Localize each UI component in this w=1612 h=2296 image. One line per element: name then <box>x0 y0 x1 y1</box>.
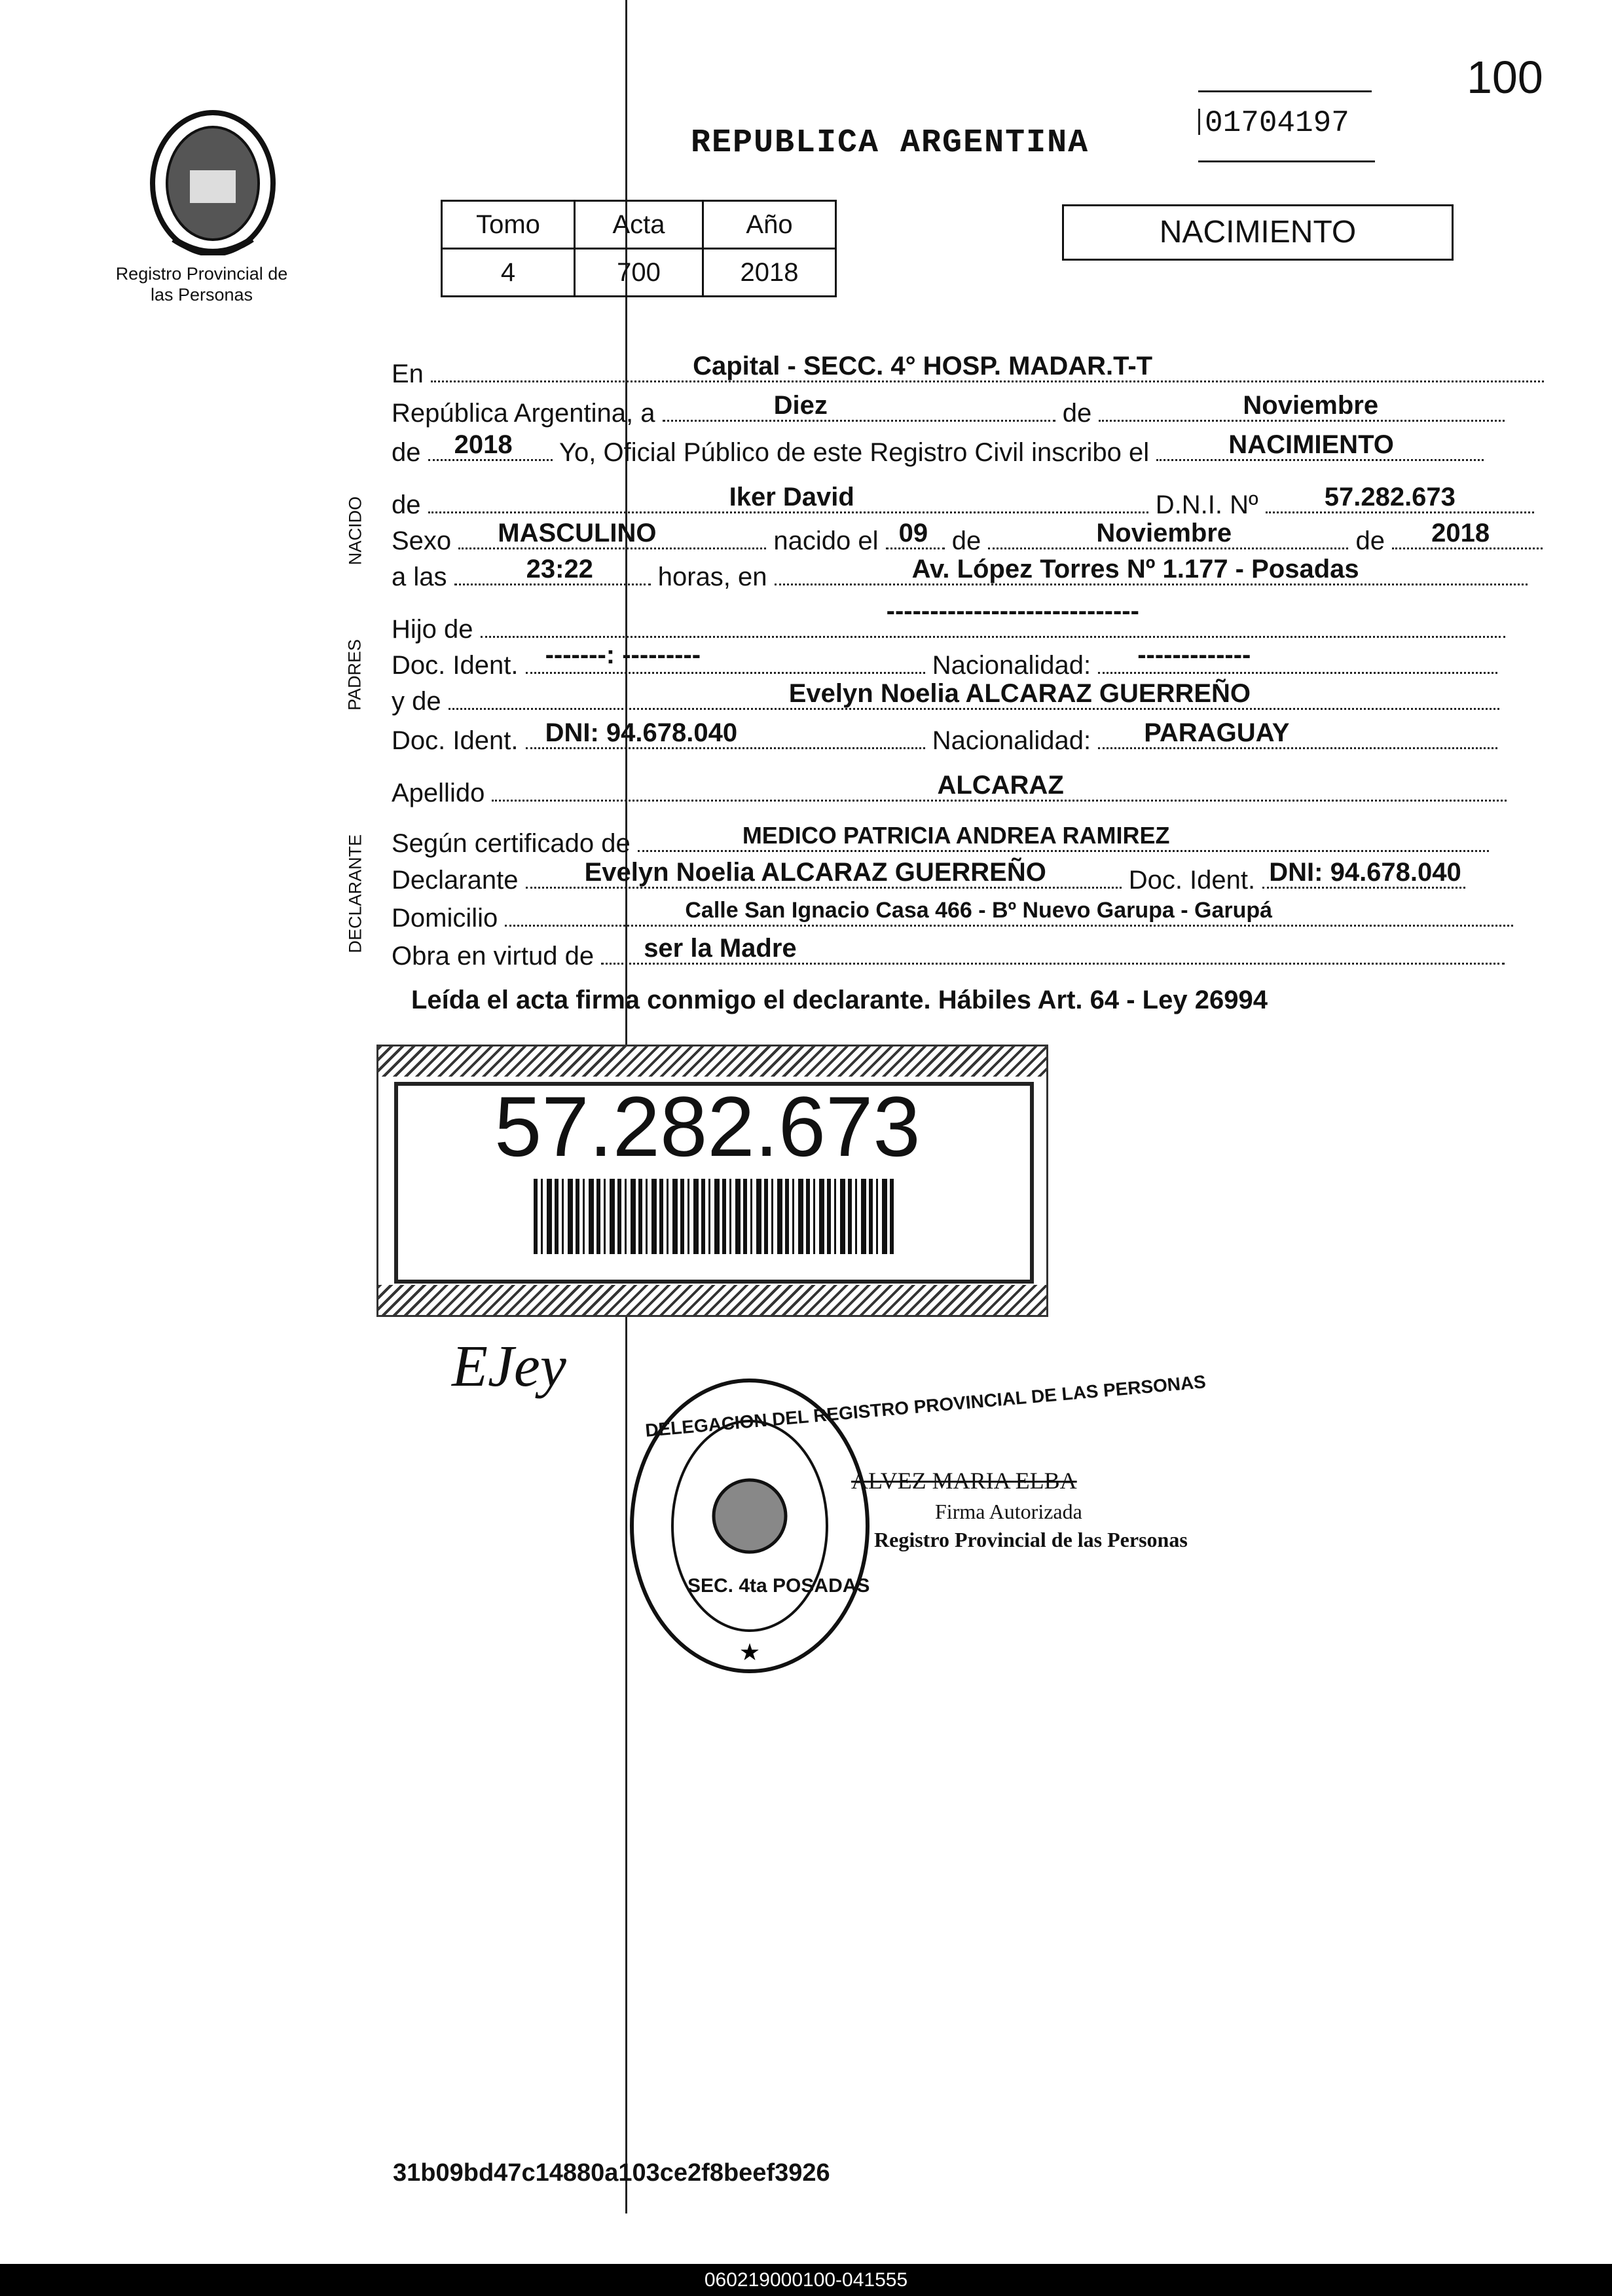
record-header-anio: Año <box>703 201 836 249</box>
label-horas: horas, en <box>657 563 767 591</box>
svg-text:★: ★ <box>739 1639 761 1666</box>
value-dni: 57.282.673 <box>1324 483 1456 511</box>
dots <box>458 519 766 549</box>
dots <box>505 898 1513 927</box>
form-line-obra <box>392 934 1505 973</box>
record-value-acta: 700 <box>575 249 703 297</box>
dots <box>663 391 1055 422</box>
record-header-tomo: Tomo <box>442 201 575 249</box>
closing-text: Leída el acta firma conmigo el declarante. Hábiles Art. 64 - Ley 26994 <box>411 986 1268 1014</box>
value-sexo: MASCULINO <box>498 519 657 547</box>
footer-bar: 060219000100-041555 <box>0 2264 1612 2296</box>
dots <box>481 597 1505 638</box>
label-en: En <box>392 360 424 388</box>
dots <box>1099 391 1505 422</box>
side-label-declarante: DECLARANTE <box>345 834 365 954</box>
value-domicilio: Calle San Ignacio Casa 466 - Bº Nuevo Garupa - Garupá <box>685 898 1273 923</box>
value-doc1: -------: --------- <box>545 640 701 669</box>
label-de: de <box>1062 399 1092 428</box>
value-obra: ser la Madre <box>644 934 797 963</box>
dots <box>601 934 1505 965</box>
label-nacionalidad: Nacionalidad: <box>932 651 1091 680</box>
label-doc-ident: Doc. Ident. <box>392 726 519 755</box>
value-place: Av. López Torres Nº 1.177 - Posadas <box>911 555 1359 583</box>
label-de: de <box>392 491 421 519</box>
label-declarante: Declarante <box>392 866 519 895</box>
label-doc-ident: Doc. Ident. <box>1128 866 1256 895</box>
value-certificado: MEDICO PATRICIA ANDREA RAMIREZ <box>742 822 1170 849</box>
label-a-las: a las <box>392 563 447 591</box>
label-obra: Obra en virtud de <box>392 942 595 971</box>
signer-role: Firma Autorizada <box>935 1500 1082 1523</box>
form-line-declarante <box>392 858 1465 897</box>
signer-name: ALVEZ MARIA ELBA <box>851 1468 1077 1494</box>
dots <box>454 555 651 585</box>
label-de: de <box>392 438 421 467</box>
control-number-stamp <box>1198 90 1375 162</box>
control-number: 01704197 <box>1205 106 1349 140</box>
value-year: 2018 <box>454 430 513 459</box>
value-en: Capital - SECC. 4° HOSP. MADAR.T-T <box>693 352 1153 380</box>
label-nacionalidad: Nacionalidad: <box>932 726 1091 755</box>
value-hijo: ----------------------------- <box>886 597 1139 625</box>
value-birth-day: 09 <box>898 519 928 547</box>
label-republica: República Argentina, a <box>392 399 655 428</box>
value-birth-year: 2018 <box>1431 519 1490 547</box>
dots <box>638 822 1489 852</box>
dots <box>1392 519 1543 549</box>
label-nacido: nacido el <box>773 527 879 555</box>
dots <box>775 555 1528 585</box>
label-hijo: Hijo de <box>392 615 473 644</box>
label-de: de <box>951 527 981 555</box>
dots <box>431 352 1544 382</box>
form-line-hora <box>392 555 1528 594</box>
value-doc3: DNI: 94.678.040 <box>1269 858 1461 887</box>
dots <box>1266 483 1534 513</box>
dots <box>886 519 945 549</box>
act-type-box: NACIMIENTO <box>1062 204 1454 261</box>
value-act: NACIMIENTO <box>1228 430 1394 459</box>
value-day: Diez <box>773 391 828 420</box>
label-sexo: Sexo <box>392 527 452 555</box>
record-header-acta: Acta <box>575 201 703 249</box>
dots <box>1098 640 1497 674</box>
form-line-republica <box>392 391 1505 430</box>
form-line-year <box>392 430 1484 470</box>
handwritten-initials: EJey <box>452 1334 566 1399</box>
dots <box>449 679 1499 710</box>
value-nac2: PARAGUAY <box>1144 718 1290 747</box>
label-de: de <box>1355 527 1385 555</box>
label-apellido: Apellido <box>392 779 485 807</box>
label-dni: D.N.I. Nº <box>1155 491 1258 519</box>
dots <box>526 858 1122 889</box>
form-line-en <box>392 352 1544 391</box>
form-line-doc2 <box>392 718 1497 758</box>
label-y-de: y de <box>392 687 441 716</box>
value-month: Noviembre <box>1243 391 1379 420</box>
form-line-domicilio <box>392 898 1513 935</box>
value-name: Iker David <box>729 483 854 511</box>
dots <box>428 483 1148 513</box>
side-label-padres: PADRES <box>344 639 365 711</box>
document-hash: 31b09bd47c14880a103ce2f8beef3926 <box>393 2159 830 2187</box>
oficial-text: Yo, Oficial Público de este Registro Civil inscribo el <box>559 438 1150 467</box>
dots <box>1262 858 1465 889</box>
value-apellido: ALCARAZ <box>937 771 1064 800</box>
record-value-tomo: 4 <box>442 249 575 297</box>
province-emblem <box>134 108 311 255</box>
value-mother: Evelyn Noelia ALCARAZ GUERREÑO <box>788 679 1251 708</box>
value-birth-month: Noviembre <box>1096 519 1232 547</box>
form-line-madre <box>392 679 1499 718</box>
record-value-anio: 2018 <box>703 249 836 297</box>
dots <box>1098 718 1497 749</box>
record-table <box>441 200 837 297</box>
seal-inner-text: SEC. 4ta POSADAS <box>687 1575 870 1597</box>
label-doc-ident: Doc. Ident. <box>392 651 519 680</box>
value-time: 23:22 <box>526 555 593 583</box>
seal-ring-text: DELEGACION DEL REGISTRO PROVINCIAL DE LAS PERSONAS <box>644 1371 1207 1441</box>
label-domicilio: Domicilio <box>392 904 498 933</box>
value-declarante: Evelyn Noelia ALCARAZ GUERREÑO <box>584 858 1046 887</box>
dots <box>988 519 1348 549</box>
value-doc2: DNI: 94.678.040 <box>545 718 738 747</box>
id-number: 57.282.673 <box>494 1079 921 1174</box>
side-label-nacido: NACIDO <box>345 496 365 566</box>
signer-org: Registro Provincial de las Personas <box>874 1528 1188 1551</box>
dots <box>428 430 553 461</box>
document-title: REPUBLICA ARGENTINA <box>691 124 1090 162</box>
dots <box>526 640 925 674</box>
label-certificado: Según certificado de <box>392 829 631 858</box>
dots <box>1156 430 1484 461</box>
value-nac1: ------------- <box>1137 640 1251 669</box>
registry-label: Registro Provincial de las Personas <box>115 264 288 305</box>
dots <box>526 718 925 749</box>
form-line-apellido <box>392 771 1507 810</box>
page-number: 100 <box>1467 52 1543 103</box>
barcode <box>534 1179 897 1254</box>
dots <box>492 771 1507 802</box>
